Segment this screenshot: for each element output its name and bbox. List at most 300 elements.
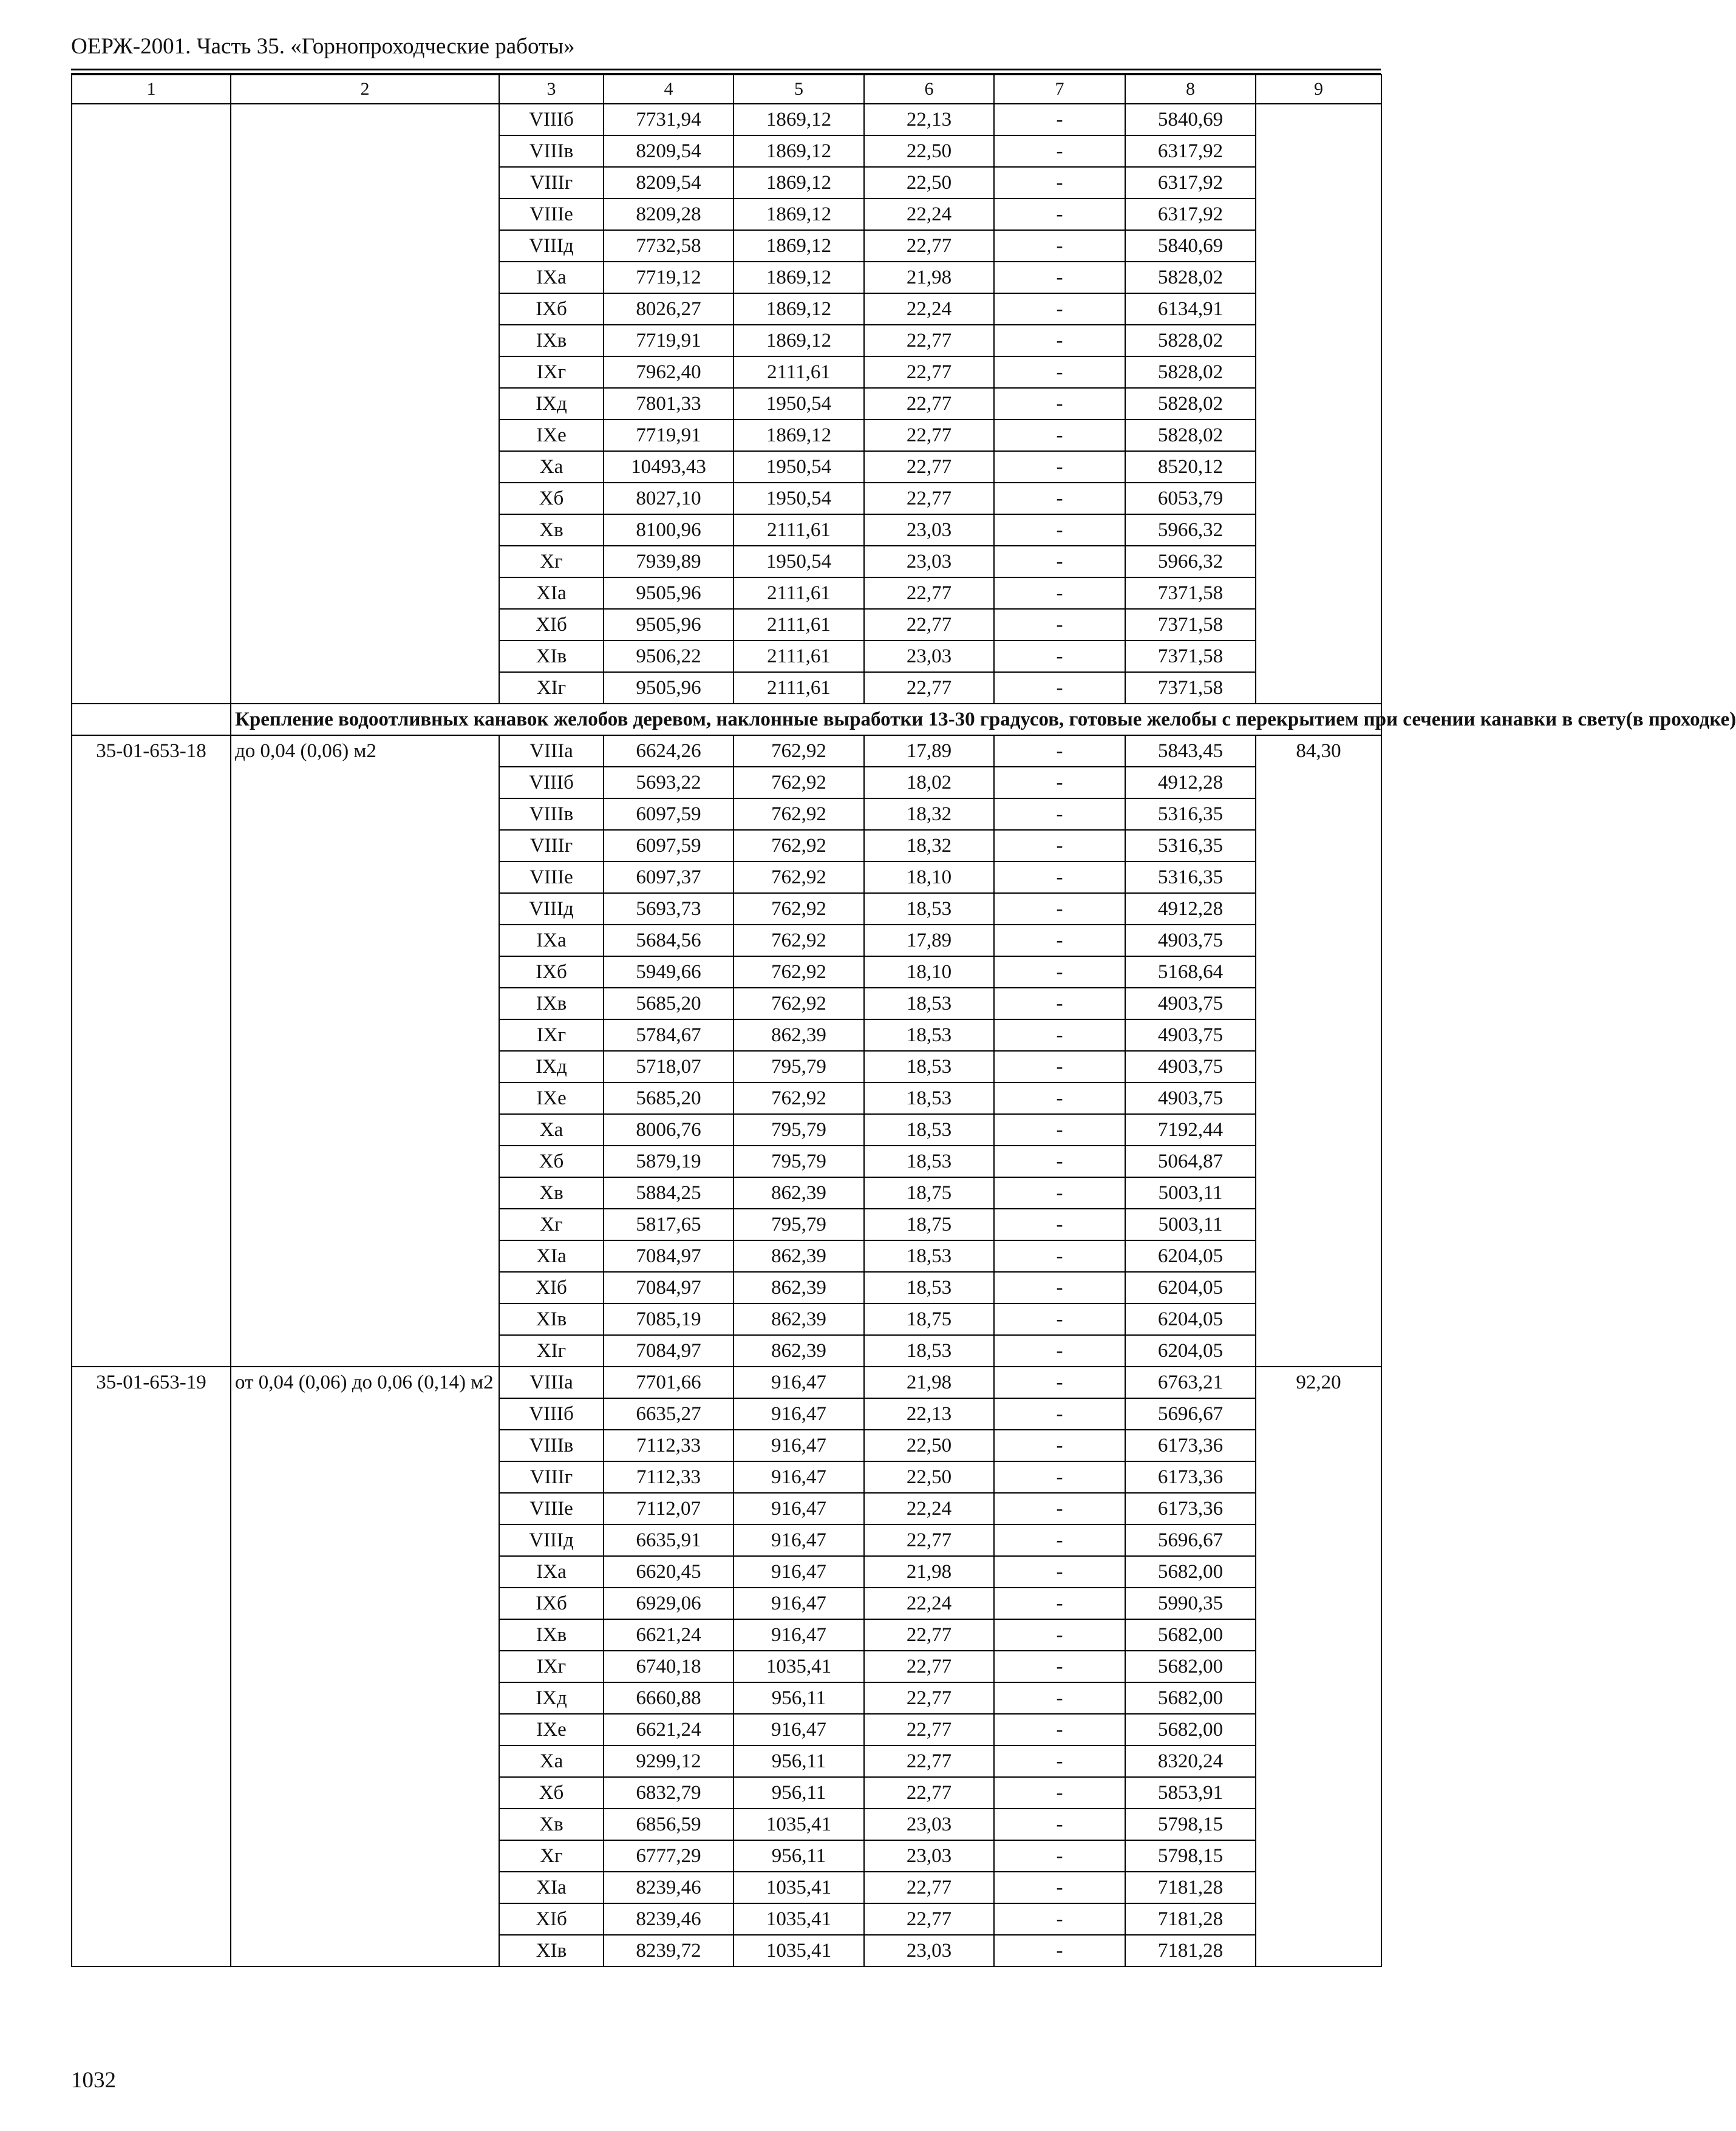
category-cell: IXд — [499, 1051, 604, 1082]
material-cost-cell: 5840,69 — [1125, 230, 1256, 262]
labor-cost-cell: 1950,54 — [734, 388, 864, 420]
material-cost-cell: 5966,32 — [1125, 546, 1256, 577]
labor-cost-cell: 795,79 — [734, 1209, 864, 1240]
driver-wage-cell: - — [994, 388, 1125, 420]
labor-cost-cell: 862,39 — [734, 1303, 864, 1335]
category-cell: IXб — [499, 1588, 604, 1619]
machine-cost-cell: 22,13 — [864, 104, 994, 135]
material-cost-cell: 6173,36 — [1125, 1430, 1256, 1461]
direct-cost-cell: 7084,97 — [604, 1335, 734, 1367]
direct-cost-cell: 5685,20 — [604, 988, 734, 1019]
material-cost-cell: 5853,91 — [1125, 1777, 1256, 1809]
driver-wage-cell: - — [994, 1872, 1125, 1903]
driver-wage-cell: - — [994, 1682, 1125, 1714]
machine-cost-cell: 22,50 — [864, 135, 994, 167]
column-number: 8 — [1125, 75, 1256, 104]
driver-wage-cell: - — [994, 325, 1125, 356]
machine-cost-cell: 22,77 — [864, 1872, 994, 1903]
direct-cost-cell: 7112,07 — [604, 1493, 734, 1524]
labor-cost-cell: 1869,12 — [734, 262, 864, 293]
driver-wage-cell: - — [994, 167, 1125, 199]
material-cost-cell: 6134,91 — [1125, 293, 1256, 325]
column-number: 7 — [994, 75, 1125, 104]
direct-cost-cell: 7962,40 — [604, 356, 734, 388]
machine-cost-cell: 22,50 — [864, 1430, 994, 1461]
rates-table — [71, 74, 1736, 1967]
category-cell: IXе — [499, 1714, 604, 1745]
driver-wage-cell: - — [994, 420, 1125, 451]
direct-cost-cell: 6624,26 — [604, 735, 734, 767]
material-cost-cell: 5682,00 — [1125, 1682, 1256, 1714]
material-cost-cell: 4903,75 — [1125, 1019, 1256, 1051]
category-cell: VIIIд — [499, 1524, 604, 1556]
category-cell: XIв — [499, 1303, 604, 1335]
machine-cost-cell: 22,77 — [864, 356, 994, 388]
column-number: 3 — [499, 75, 604, 104]
material-cost-cell: 5990,35 — [1125, 1588, 1256, 1619]
category-cell: VIIIе — [499, 1493, 604, 1524]
driver-wage-cell: - — [994, 1051, 1125, 1082]
category-cell: VIIIг — [499, 830, 604, 862]
direct-cost-cell: 8209,54 — [604, 167, 734, 199]
machine-cost-cell: 22,77 — [864, 1777, 994, 1809]
driver-wage-cell: - — [994, 1556, 1125, 1588]
machine-cost-cell: 23,03 — [864, 1935, 994, 1966]
direct-cost-cell: 8209,28 — [604, 199, 734, 230]
category-cell: IXв — [499, 988, 604, 1019]
driver-wage-cell: - — [994, 1209, 1125, 1240]
machine-cost-cell: 18,53 — [864, 1051, 994, 1082]
labor-cost-cell: 1035,41 — [734, 1872, 864, 1903]
material-cost-cell: 5696,67 — [1125, 1524, 1256, 1556]
material-cost-cell: 7371,58 — [1125, 641, 1256, 672]
material-cost-cell: 5798,15 — [1125, 1840, 1256, 1872]
machine-cost-cell: 23,03 — [864, 641, 994, 672]
machine-cost-cell: 17,89 — [864, 735, 994, 767]
direct-cost-cell: 5784,67 — [604, 1019, 734, 1051]
category-cell: IXе — [499, 1082, 604, 1114]
direct-cost-cell: 7731,94 — [604, 104, 734, 135]
material-cost-cell: 5316,35 — [1125, 862, 1256, 893]
category-cell: IXв — [499, 325, 604, 356]
direct-cost-cell: 7084,97 — [604, 1272, 734, 1303]
machine-cost-cell: 18,75 — [864, 1177, 994, 1209]
material-cost-cell: 5316,35 — [1125, 830, 1256, 862]
category-cell: IXг — [499, 1651, 604, 1682]
driver-wage-cell: - — [994, 1840, 1125, 1872]
material-cost-cell: 5798,15 — [1125, 1809, 1256, 1840]
labor-cost-cell: 916,47 — [734, 1461, 864, 1493]
driver-wage-cell: - — [994, 356, 1125, 388]
labor-cost-cell: 1950,54 — [734, 546, 864, 577]
machine-cost-cell: 22,77 — [864, 451, 994, 483]
machine-cost-cell: 22,77 — [864, 1714, 994, 1745]
labor-cost-cell: 956,11 — [734, 1682, 864, 1714]
category-cell: IXг — [499, 356, 604, 388]
machine-cost-cell: 22,50 — [864, 167, 994, 199]
rates-table-body — [72, 75, 1736, 1966]
driver-wage-cell: - — [994, 735, 1125, 767]
direct-cost-cell: 5693,73 — [604, 893, 734, 925]
category-cell: Xг — [499, 1209, 604, 1240]
direct-cost-cell: 7719,91 — [604, 325, 734, 356]
driver-wage-cell: - — [994, 1019, 1125, 1051]
labor-hours-cell — [1256, 104, 1381, 704]
machine-cost-cell: 18,32 — [864, 830, 994, 862]
labor-cost-cell: 916,47 — [734, 1493, 864, 1524]
page-header-title: ОЕРЖ-2001. Часть 35. «Горнопроходческие работы» — [71, 34, 575, 59]
material-cost-cell: 6204,05 — [1125, 1272, 1256, 1303]
material-cost-cell: 5682,00 — [1125, 1651, 1256, 1682]
material-cost-cell: 5828,02 — [1125, 356, 1256, 388]
category-cell: VIIIа — [499, 1367, 604, 1398]
labor-cost-cell: 916,47 — [734, 1588, 864, 1619]
driver-wage-cell: - — [994, 767, 1125, 798]
machine-cost-cell: 22,77 — [864, 1745, 994, 1777]
direct-cost-cell: 9505,96 — [604, 672, 734, 704]
direct-cost-cell: 10493,43 — [604, 451, 734, 483]
category-cell: XIв — [499, 1935, 604, 1966]
column-number: 9 — [1256, 75, 1381, 104]
category-cell: IXг — [499, 1019, 604, 1051]
labor-cost-cell: 795,79 — [734, 1146, 864, 1177]
driver-wage-cell: - — [994, 1240, 1125, 1272]
direct-cost-cell: 8006,76 — [604, 1114, 734, 1146]
direct-cost-cell: 8239,46 — [604, 1872, 734, 1903]
column-number: 2 — [231, 75, 499, 104]
direct-cost-cell: 5884,25 — [604, 1177, 734, 1209]
column-number: 5 — [734, 75, 864, 104]
machine-cost-cell: 18,75 — [864, 1303, 994, 1335]
category-cell: XIа — [499, 1872, 604, 1903]
labor-cost-cell: 956,11 — [734, 1777, 864, 1809]
material-cost-cell: 7181,28 — [1125, 1935, 1256, 1966]
rate-description: от 0,04 (0,06) до 0,06 (0,14) м2 — [231, 1367, 499, 1966]
material-cost-cell: 5828,02 — [1125, 388, 1256, 420]
labor-cost-cell: 2111,61 — [734, 514, 864, 546]
labor-cost-cell: 762,92 — [734, 735, 864, 767]
machine-cost-cell: 18,53 — [864, 1019, 994, 1051]
driver-wage-cell: - — [994, 1809, 1125, 1840]
direct-cost-cell: 6777,29 — [604, 1840, 734, 1872]
labor-hours-cell: 92,20 — [1256, 1367, 1381, 1966]
machine-cost-cell: 18,53 — [864, 1082, 994, 1114]
labor-cost-cell: 1035,41 — [734, 1903, 864, 1935]
labor-cost-cell: 916,47 — [734, 1398, 864, 1430]
driver-wage-cell: - — [994, 262, 1125, 293]
machine-cost-cell: 18,10 — [864, 956, 994, 988]
driver-wage-cell: - — [994, 641, 1125, 672]
material-cost-cell: 4903,75 — [1125, 1082, 1256, 1114]
machine-cost-cell: 18,10 — [864, 862, 994, 893]
machine-cost-cell: 22,77 — [864, 672, 994, 704]
column-number: 6 — [864, 75, 994, 104]
category-cell: XIа — [499, 577, 604, 609]
machine-cost-cell: 21,98 — [864, 1556, 994, 1588]
machine-cost-cell: 18,53 — [864, 988, 994, 1019]
labor-cost-cell: 2111,61 — [734, 672, 864, 704]
column-number-row — [72, 75, 1381, 104]
labor-cost-cell: 1869,12 — [734, 230, 864, 262]
machine-cost-cell: 22,77 — [864, 1524, 994, 1556]
category-cell: Xб — [499, 1777, 604, 1809]
machine-cost-cell: 23,03 — [864, 514, 994, 546]
category-cell: IXв — [499, 1619, 604, 1651]
machine-cost-cell: 18,53 — [864, 1240, 994, 1272]
rate-code: 35-01-653-19 — [72, 1367, 231, 1966]
category-cell: VIIIд — [499, 893, 604, 925]
machine-cost-cell: 22,24 — [864, 1588, 994, 1619]
driver-wage-cell: - — [994, 199, 1125, 230]
direct-cost-cell: 5684,56 — [604, 925, 734, 956]
category-cell: IXб — [499, 293, 604, 325]
category-cell: IXа — [499, 1556, 604, 1588]
direct-cost-cell: 8026,27 — [604, 293, 734, 325]
labor-cost-cell: 1869,12 — [734, 199, 864, 230]
machine-cost-cell: 18,53 — [864, 1335, 994, 1367]
material-cost-cell: 5828,02 — [1125, 420, 1256, 451]
direct-cost-cell: 7701,66 — [604, 1367, 734, 1398]
category-cell: VIIIв — [499, 135, 604, 167]
labor-cost-cell: 862,39 — [734, 1335, 864, 1367]
direct-cost-cell: 7112,33 — [604, 1430, 734, 1461]
category-cell: VIIIб — [499, 104, 604, 135]
labor-cost-cell: 1035,41 — [734, 1651, 864, 1682]
material-cost-cell: 6317,92 — [1125, 199, 1256, 230]
category-cell: Xв — [499, 514, 604, 546]
driver-wage-cell: - — [994, 135, 1125, 167]
driver-wage-cell: - — [994, 1651, 1125, 1682]
labor-cost-cell: 916,47 — [734, 1556, 864, 1588]
driver-wage-cell: - — [994, 925, 1125, 956]
material-cost-cell: 7371,58 — [1125, 609, 1256, 641]
direct-cost-cell: 6856,59 — [604, 1809, 734, 1840]
machine-cost-cell: 23,03 — [864, 1809, 994, 1840]
machine-cost-cell: 21,98 — [864, 262, 994, 293]
material-cost-cell: 5168,64 — [1125, 956, 1256, 988]
direct-cost-cell: 9505,96 — [604, 609, 734, 641]
machine-cost-cell: 17,89 — [864, 925, 994, 956]
code-cell — [72, 104, 231, 704]
driver-wage-cell: - — [994, 1146, 1125, 1177]
material-cost-cell: 6204,05 — [1125, 1335, 1256, 1367]
category-cell: VIIIа — [499, 735, 604, 767]
category-cell: Xв — [499, 1809, 604, 1840]
direct-cost-cell: 5693,22 — [604, 767, 734, 798]
material-cost-cell: 4903,75 — [1125, 925, 1256, 956]
driver-wage-cell: - — [994, 1114, 1125, 1146]
driver-wage-cell: - — [994, 483, 1125, 514]
labor-cost-cell: 1869,12 — [734, 293, 864, 325]
material-cost-cell: 5682,00 — [1125, 1714, 1256, 1745]
category-cell: IXд — [499, 388, 604, 420]
machine-cost-cell: 22,13 — [864, 1398, 994, 1430]
driver-wage-cell: - — [994, 104, 1125, 135]
material-cost-cell: 5003,11 — [1125, 1209, 1256, 1240]
labor-cost-cell: 862,39 — [734, 1177, 864, 1209]
labor-cost-cell: 1869,12 — [734, 104, 864, 135]
direct-cost-cell: 6097,59 — [604, 830, 734, 862]
category-cell: XIг — [499, 1335, 604, 1367]
labor-cost-cell: 762,92 — [734, 988, 864, 1019]
table-row — [72, 735, 1381, 767]
labor-cost-cell: 1035,41 — [734, 1935, 864, 1966]
machine-cost-cell: 22,77 — [864, 388, 994, 420]
labor-cost-cell: 762,92 — [734, 862, 864, 893]
direct-cost-cell: 6620,45 — [604, 1556, 734, 1588]
material-cost-cell: 5843,45 — [1125, 735, 1256, 767]
driver-wage-cell: - — [994, 514, 1125, 546]
page-number: 1032 — [71, 2068, 116, 2093]
material-cost-cell: 5682,00 — [1125, 1619, 1256, 1651]
labor-cost-cell: 862,39 — [734, 1019, 864, 1051]
machine-cost-cell: 22,24 — [864, 293, 994, 325]
labor-cost-cell: 1869,12 — [734, 135, 864, 167]
driver-wage-cell: - — [994, 830, 1125, 862]
direct-cost-cell: 5879,19 — [604, 1146, 734, 1177]
section-title-row — [72, 704, 1381, 735]
labor-cost-cell: 1869,12 — [734, 325, 864, 356]
material-cost-cell: 7192,44 — [1125, 1114, 1256, 1146]
direct-cost-cell: 7719,91 — [604, 420, 734, 451]
labor-cost-cell: 762,92 — [734, 767, 864, 798]
driver-wage-cell: - — [994, 1461, 1125, 1493]
driver-wage-cell: - — [994, 1303, 1125, 1335]
labor-cost-cell: 762,92 — [734, 925, 864, 956]
direct-cost-cell: 8209,54 — [604, 135, 734, 167]
driver-wage-cell: - — [994, 798, 1125, 830]
direct-cost-cell: 7732,58 — [604, 230, 734, 262]
driver-wage-cell: - — [994, 1935, 1125, 1966]
labor-cost-cell: 1950,54 — [734, 483, 864, 514]
labor-cost-cell: 795,79 — [734, 1051, 864, 1082]
labor-cost-cell: 762,92 — [734, 798, 864, 830]
machine-cost-cell: 22,77 — [864, 609, 994, 641]
material-cost-cell: 4903,75 — [1125, 988, 1256, 1019]
driver-wage-cell: - — [994, 862, 1125, 893]
category-cell: VIIIе — [499, 199, 604, 230]
material-cost-cell: 6173,36 — [1125, 1461, 1256, 1493]
driver-wage-cell: - — [994, 546, 1125, 577]
machine-cost-cell: 22,24 — [864, 199, 994, 230]
labor-cost-cell: 916,47 — [734, 1367, 864, 1398]
machine-cost-cell: 22,77 — [864, 1682, 994, 1714]
machine-cost-cell: 22,50 — [864, 1461, 994, 1493]
direct-cost-cell: 6097,59 — [604, 798, 734, 830]
material-cost-cell: 5828,02 — [1125, 325, 1256, 356]
material-cost-cell: 5316,35 — [1125, 798, 1256, 830]
machine-cost-cell: 22,24 — [864, 1493, 994, 1524]
category-cell: XIб — [499, 1903, 604, 1935]
material-cost-cell: 6053,79 — [1125, 483, 1256, 514]
material-cost-cell: 7181,28 — [1125, 1872, 1256, 1903]
material-cost-cell: 4912,28 — [1125, 893, 1256, 925]
category-cell: Xг — [499, 546, 604, 577]
labor-cost-cell: 862,39 — [734, 1272, 864, 1303]
direct-cost-cell: 9505,96 — [604, 577, 734, 609]
driver-wage-cell: - — [994, 1777, 1125, 1809]
category-cell: XIг — [499, 672, 604, 704]
labor-cost-cell: 762,92 — [734, 830, 864, 862]
driver-wage-cell: - — [994, 609, 1125, 641]
driver-wage-cell: - — [994, 1335, 1125, 1367]
material-cost-cell: 5064,87 — [1125, 1146, 1256, 1177]
driver-wage-cell: - — [994, 1177, 1125, 1209]
direct-cost-cell: 8239,46 — [604, 1903, 734, 1935]
direct-cost-cell: 6097,37 — [604, 862, 734, 893]
direct-cost-cell: 6660,88 — [604, 1682, 734, 1714]
direct-cost-cell: 8239,72 — [604, 1935, 734, 1966]
category-cell: VIIIг — [499, 167, 604, 199]
category-cell: Xб — [499, 1146, 604, 1177]
category-cell: Xа — [499, 1114, 604, 1146]
machine-cost-cell: 22,77 — [864, 230, 994, 262]
direct-cost-cell: 6621,24 — [604, 1619, 734, 1651]
driver-wage-cell: - — [994, 1367, 1125, 1398]
material-cost-cell: 7181,28 — [1125, 1903, 1256, 1935]
machine-cost-cell: 21,98 — [864, 1367, 994, 1398]
machine-cost-cell: 23,03 — [864, 1840, 994, 1872]
driver-wage-cell: - — [994, 1524, 1125, 1556]
direct-cost-cell: 5685,20 — [604, 1082, 734, 1114]
labor-cost-cell: 916,47 — [734, 1430, 864, 1461]
description-cell — [231, 104, 499, 704]
category-cell: VIIIд — [499, 230, 604, 262]
direct-cost-cell: 7085,19 — [604, 1303, 734, 1335]
category-cell: IXе — [499, 420, 604, 451]
labor-cost-cell: 762,92 — [734, 956, 864, 988]
direct-cost-cell: 6635,27 — [604, 1398, 734, 1430]
machine-cost-cell: 22,77 — [864, 483, 994, 514]
material-cost-cell: 8520,12 — [1125, 451, 1256, 483]
labor-hours-cell: 84,30 — [1256, 735, 1381, 1367]
driver-wage-cell: - — [994, 672, 1125, 704]
labor-cost-cell: 2111,61 — [734, 356, 864, 388]
machine-cost-cell: 18,53 — [864, 1114, 994, 1146]
section-title: Крепление водоотливных канавок желобов деревом, наклонные выработки 13-30 градусов, готовые желобы с перекрытием при сечении канавки в свету(в проходке) — [231, 704, 1381, 735]
machine-cost-cell: 22,77 — [864, 577, 994, 609]
driver-wage-cell: - — [994, 1903, 1125, 1935]
category-cell: XIа — [499, 1240, 604, 1272]
column-number: 4 — [604, 75, 734, 104]
labor-cost-cell: 916,47 — [734, 1619, 864, 1651]
driver-wage-cell: - — [994, 1588, 1125, 1619]
machine-cost-cell: 22,77 — [864, 1619, 994, 1651]
material-cost-cell: 5003,11 — [1125, 1177, 1256, 1209]
direct-cost-cell: 5817,65 — [604, 1209, 734, 1240]
driver-wage-cell: - — [994, 988, 1125, 1019]
direct-cost-cell: 6635,91 — [604, 1524, 734, 1556]
category-cell: IXа — [499, 925, 604, 956]
category-cell: VIIIб — [499, 1398, 604, 1430]
section-code-cell — [72, 704, 231, 735]
direct-cost-cell: 6832,79 — [604, 1777, 734, 1809]
machine-cost-cell: 22,77 — [864, 1903, 994, 1935]
category-cell: IXа — [499, 262, 604, 293]
direct-cost-cell: 7112,33 — [604, 1461, 734, 1493]
header-rule-top — [71, 69, 1381, 70]
labor-cost-cell: 916,47 — [734, 1524, 864, 1556]
driver-wage-cell: - — [994, 1398, 1125, 1430]
material-cost-cell: 4912,28 — [1125, 767, 1256, 798]
material-cost-cell: 6763,21 — [1125, 1367, 1256, 1398]
driver-wage-cell: - — [994, 293, 1125, 325]
labor-cost-cell: 956,11 — [734, 1840, 864, 1872]
machine-cost-cell: 22,77 — [864, 325, 994, 356]
driver-wage-cell: - — [994, 1714, 1125, 1745]
labor-cost-cell: 2111,61 — [734, 641, 864, 672]
labor-cost-cell: 1950,54 — [734, 451, 864, 483]
